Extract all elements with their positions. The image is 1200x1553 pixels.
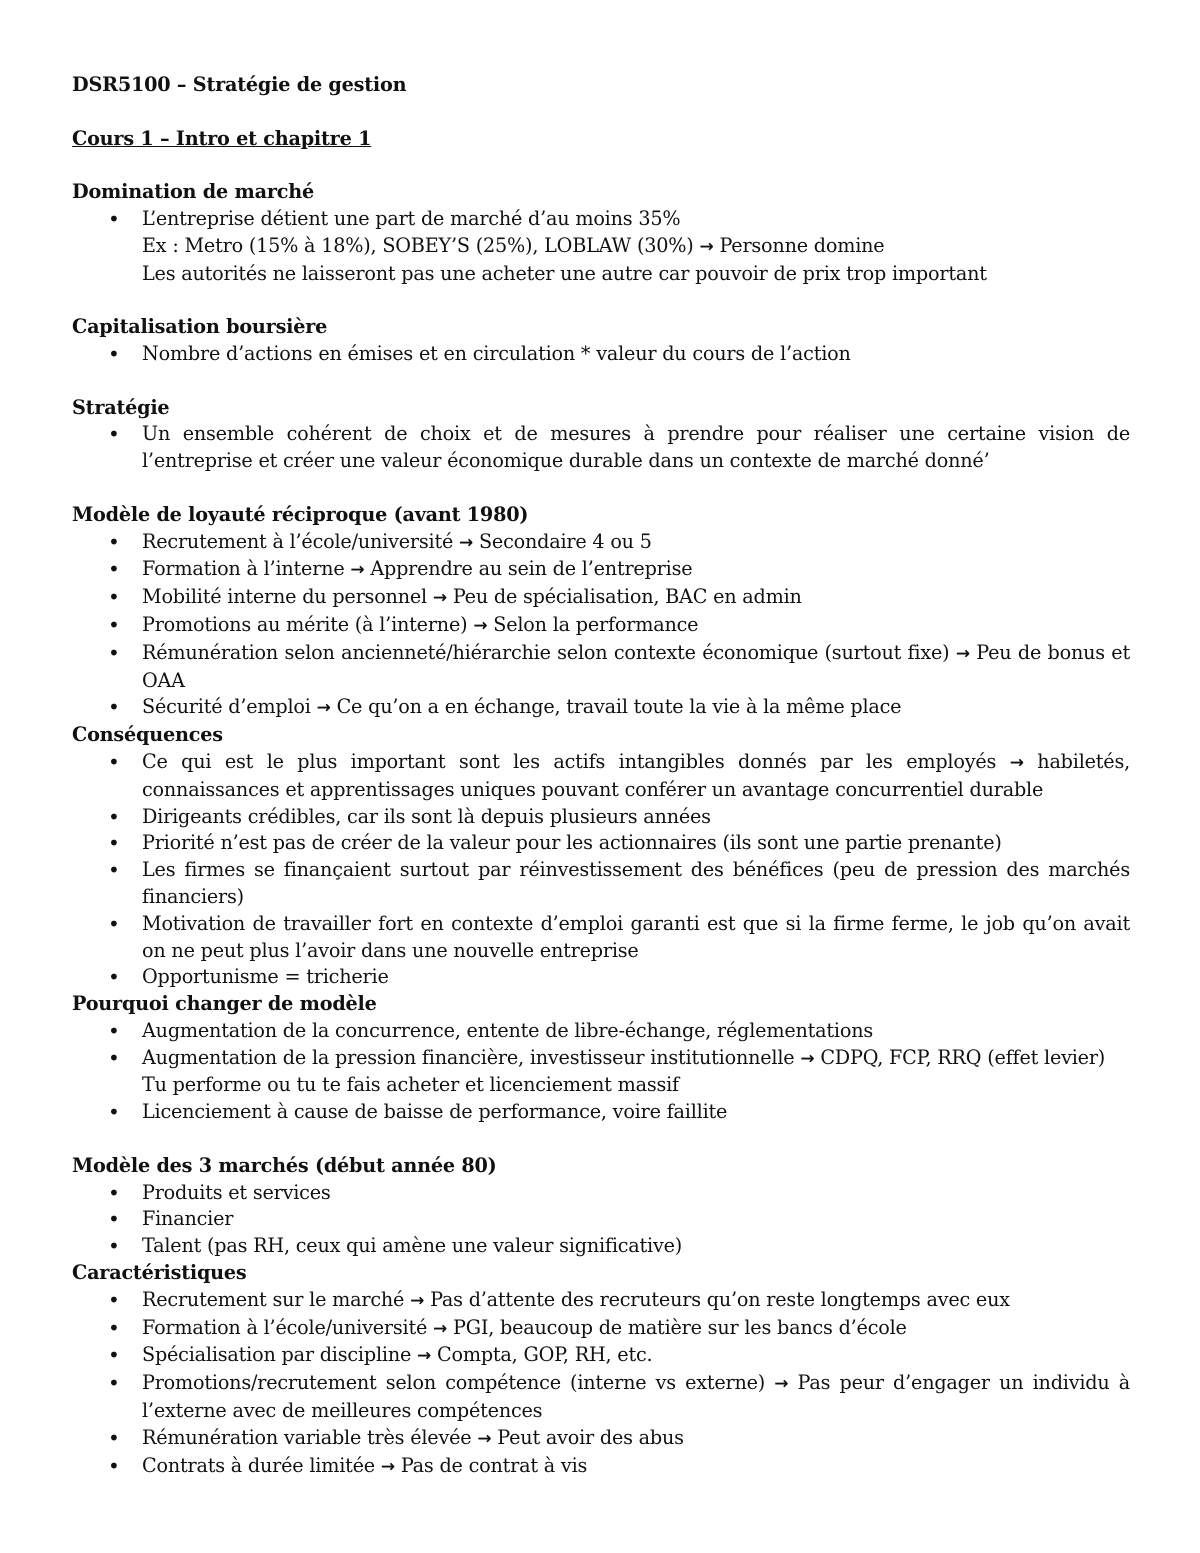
list-item: • Promotions/recrutement selon compétence (interne vs externe) → Pas peur d’engager un individu à l’externe avec de meilleures compétences: [72, 1370, 1130, 1425]
arrow-icon: →: [473, 615, 488, 636]
arrow-icon: →: [417, 1346, 432, 1367]
section-heading-capitalisation: Capitalisation boursière: [72, 315, 328, 339]
arrow-icon: →: [800, 1048, 815, 1069]
section-list-domination: [72, 206, 1130, 287]
list-item: • Opportunisme = tricherie: [72, 964, 1130, 991]
arrow-icon: →: [316, 698, 331, 719]
arrow-icon: →: [774, 1374, 789, 1395]
section-heading-caracteristiques: Caractéristiques: [72, 1261, 247, 1285]
section-list-caracteristiques: [72, 1287, 1130, 1481]
arrow-icon: →: [955, 643, 970, 664]
section-heading-loyaute: Modèle de loyauté réciproque (avant 1980): [72, 502, 529, 526]
arrow-icon: →: [699, 236, 714, 257]
arrow-icon: →: [459, 532, 474, 553]
list-item: • Talent (pas RH, ceux qui amène une valeur significative): [72, 1233, 1130, 1260]
document-title: DSR5100 – Stratégie de gestion: [72, 73, 407, 96]
list-item: • Rémunération selon ancienneté/hiérarchie selon contexte économique (surtout fixe) → Peu de bonus et OAA: [72, 640, 1130, 695]
list-item: • Promotions au mérite (à l’interne) → Selon la performance: [72, 612, 1130, 640]
list-item: • Motivation de travailler fort en contexte d’emploi garanti est que si la firme ferme, le job qu’on avait on ne peut plus l’avoir dans une nouvelle entreprise: [72, 911, 1130, 965]
section-heading-pourquoi: Pourquoi changer de modèle: [72, 992, 377, 1016]
section-list-loyaute: [72, 529, 1130, 723]
list-item: • Les firmes se finançaient surtout par réinvestissement des bénéfices (peu de pression des marchés financiers): [72, 857, 1130, 911]
arrow-icon: →: [1009, 752, 1024, 773]
section-list-capitalisation: [72, 341, 1130, 368]
section-heading-consequences: Conséquences: [72, 723, 223, 747]
list-item: • Produits et services: [72, 1180, 1130, 1207]
arrow-icon: →: [432, 588, 447, 609]
list-item: • Augmentation de la pression financière, investisseur institutionnelle → CDPQ, FCP, RRQ (effet levier) Tu performe ou tu te fais acheter et licenciement massif: [72, 1045, 1130, 1100]
section-heading-domination: Domination de marché: [72, 180, 314, 204]
list-item: • Mobilité interne du personnel → Peu de spécialisation, BAC en admin: [72, 584, 1130, 612]
section-list-strategie: [72, 421, 1130, 475]
list-item: • Nombre d’actions en émises et en circulation * valeur du cours de l’action: [72, 341, 1130, 368]
section-list-pourquoi: [72, 1018, 1130, 1126]
list-item: • Sécurité d’emploi → Ce qu’on a en échange, travail toute la vie à la même place: [72, 694, 1130, 722]
list-item: • Contrats à durée limitée → Pas de contrat à vis: [72, 1453, 1130, 1481]
section-heading-3-marches: Modèle des 3 marchés (début année 80): [72, 1153, 497, 1177]
list-item: • L’entreprise détient une part de marché d’au moins 35% Ex : Metro (15% à 18%), SOBEY’S (25%), LOBLAW (30%) → Personne domine Les autorités ne laisseront pas une acheter une autre car pouvoir de prix trop important: [72, 206, 1130, 287]
list-item: • Spécialisation par discipline → Compta, GOP, RH, etc.: [72, 1342, 1130, 1370]
list-item: • Un ensemble cohérent de choix et de mesures à prendre pour réaliser une certaine vision de l’entreprise et créer une valeur économique durable dans un contexte de marché donné’: [72, 421, 1130, 475]
arrow-icon: →: [433, 1318, 448, 1339]
arrow-icon: →: [380, 1456, 395, 1477]
list-item: • Augmentation de la concurrence, entente de libre-échange, réglementations: [72, 1018, 1130, 1045]
list-item: • Recrutement sur le marché → Pas d’attente des recruteurs qu’on reste longtemps avec eux: [72, 1287, 1130, 1315]
arrow-icon: →: [350, 560, 365, 581]
section-list-3-marches: [72, 1180, 1130, 1260]
list-item: • Financier: [72, 1206, 1130, 1233]
list-item: • Dirigeants crédibles, car ils sont là depuis plusieurs années: [72, 804, 1130, 831]
arrow-icon: →: [410, 1290, 425, 1311]
list-item: • Recrutement à l’école/université → Secondaire 4 ou 5: [72, 529, 1130, 557]
list-item: • Rémunération variable très élevée → Peut avoir des abus: [72, 1425, 1130, 1453]
list-item: • Formation à l’école/université → PGI, beaucoup de matière sur les bancs d’école: [72, 1315, 1130, 1343]
section-heading-strategie: Stratégie: [72, 395, 170, 419]
section-list-consequences: [72, 749, 1130, 991]
list-item: • Licenciement à cause de baisse de performance, voire faillite: [72, 1099, 1130, 1126]
list-item: • Priorité n’est pas de créer de la valeur pour les actionnaires (ils sont une partie prenante): [72, 830, 1130, 857]
list-item: • Formation à l’interne → Apprendre au sein de l’entreprise: [72, 556, 1130, 584]
arrow-icon: →: [477, 1428, 492, 1449]
list-item: • Ce qui est le plus important sont les actifs intangibles donnés par les employés → habiletés, connaissances et apprentissages uniques pouvant conférer un avantage concurrentiel durable: [72, 749, 1130, 804]
course-title: Cours 1 – Intro et chapitre 1: [72, 126, 372, 150]
